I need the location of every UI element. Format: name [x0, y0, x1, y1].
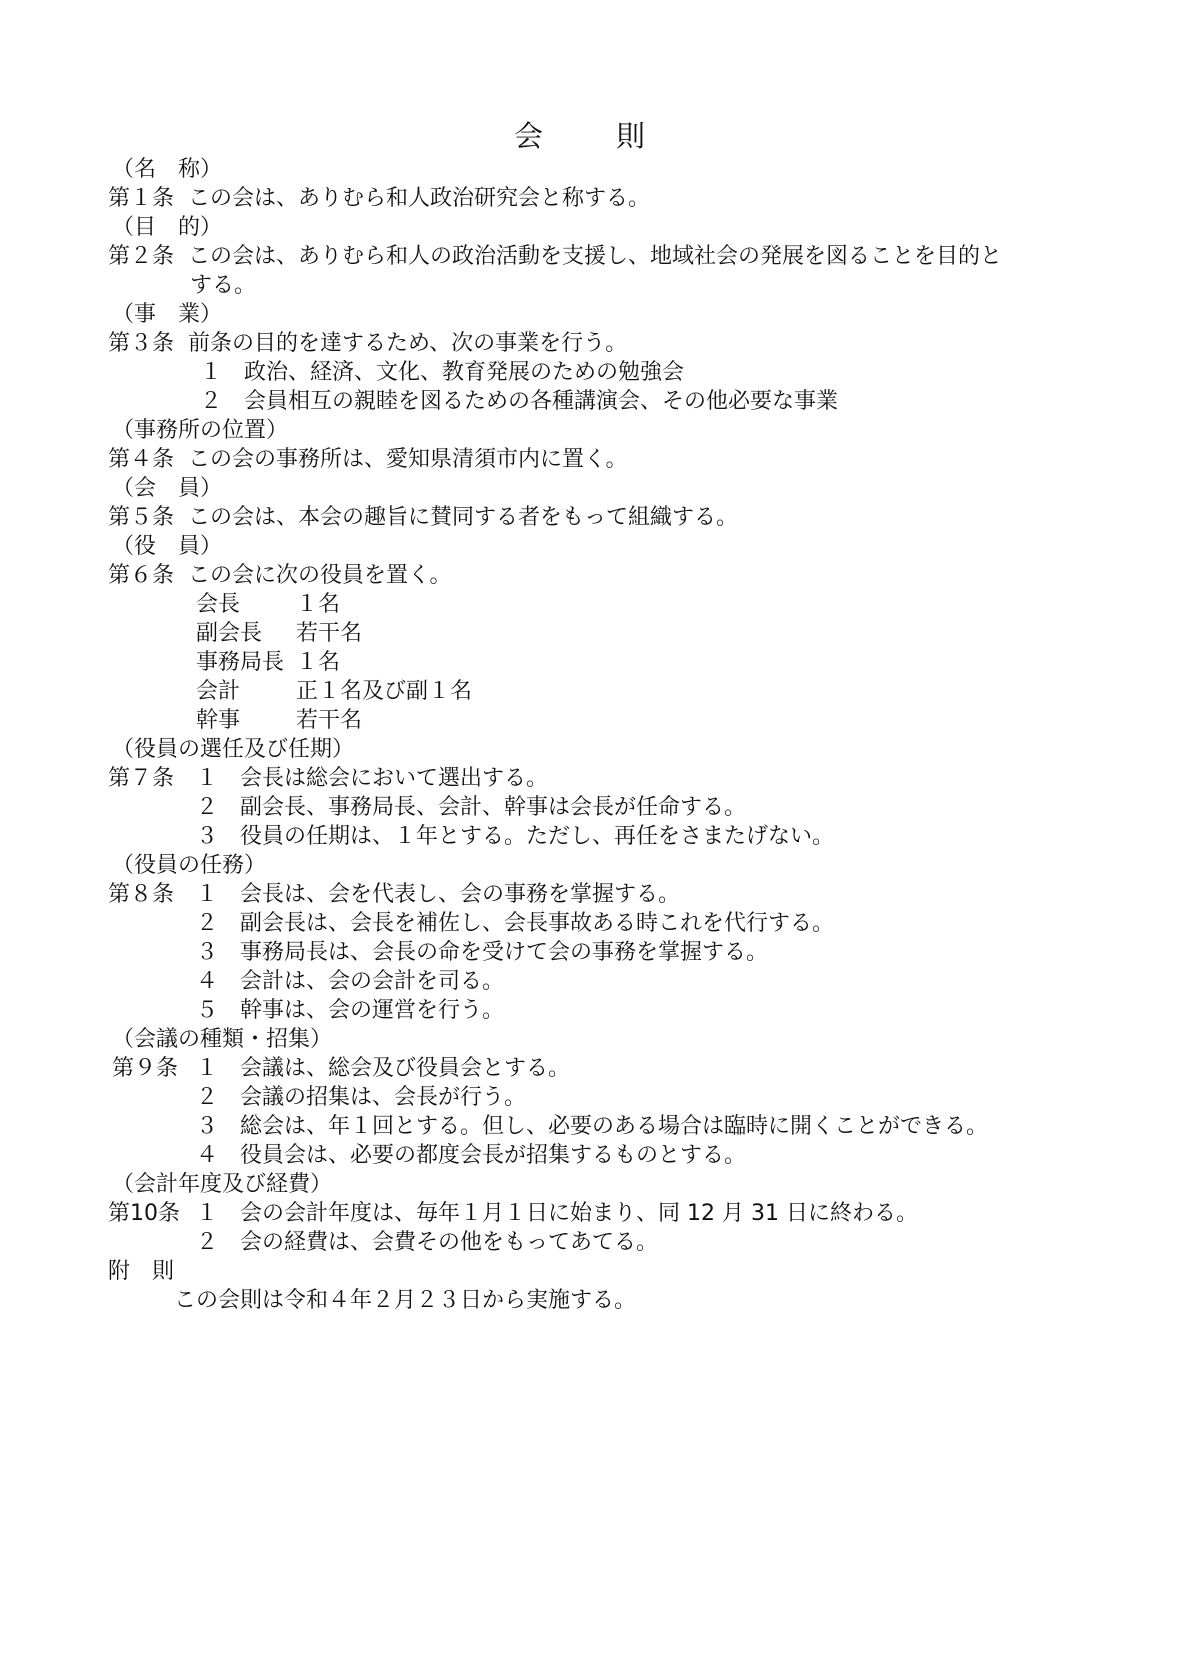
list-item: ４ 役員会は、必要の都度会長が招集するものとする。 [196, 1143, 747, 1168]
list-item: ２ 副会長は、会長を補佐し、会長事故ある時これを代行する。 [196, 911, 835, 936]
article-label: 第７条 [108, 766, 175, 791]
list-item: ５ 幹事は、会の運営を行う。 [196, 998, 505, 1023]
section-heading: （役員の任務） [112, 853, 267, 878]
page-title: 会 則 [513, 119, 667, 153]
officer-role: 副会長 [196, 621, 263, 646]
section-heading: （事務所の位置） [112, 418, 289, 443]
list-item: ２ 会の経費は、会費その他をもってあてる。 [196, 1230, 659, 1255]
article-label: 第４条 [108, 447, 175, 472]
article-text: この会の事務所は、愛知県清須市内に置く。 [188, 447, 628, 472]
list-item: ４ 会計は、会の会計を司る。 [196, 969, 505, 994]
article-text: 前条の目的を達するため、次の事業を行う。 [188, 331, 628, 356]
list-item: ２ 会員相互の親睦を図るための各種講演会、その他必要な事業 [200, 389, 839, 414]
article-label: 第２条 [108, 244, 175, 269]
section-heading: （会議の種類・招集） [112, 1027, 333, 1052]
section-heading: （事 業） [112, 302, 223, 327]
list-item: １ 会の会計年度は、毎年１月１日に始まり、同 12 月 31 日に終わる。 [196, 1201, 918, 1226]
section-heading: （目 的） [112, 215, 223, 240]
supplementary-heading: 附 則 [108, 1259, 175, 1284]
section-heading: （役 員） [112, 534, 223, 559]
officer-count: 正１名及び副１名 [296, 679, 473, 704]
article-label: 第５条 [108, 505, 175, 530]
officer-role: 幹事 [196, 708, 241, 733]
article-label: 第10条 [108, 1201, 180, 1226]
section-heading: （役員の選任及び任期） [112, 737, 355, 762]
list-item: １ 会長は、会を代表し、会の事務を掌握する。 [196, 882, 681, 907]
list-item: ３ 事務局長は、会長の命を受けて会の事務を掌握する。 [196, 940, 769, 965]
list-item: ３ 総会は、年１回とする。但し、必要のある場合は臨時に開くことができる。 [196, 1114, 989, 1139]
officer-count: 若干名 [296, 708, 363, 733]
section-heading: （会 員） [112, 476, 223, 501]
list-item: １ 政治、経済、文化、教育発展のための勉強会 [200, 360, 685, 385]
article-label: 第８条 [108, 882, 175, 907]
article-label: 第１条 [108, 186, 175, 211]
article-text-continuation: する。 [190, 273, 257, 298]
officer-count: 若干名 [296, 621, 363, 646]
officer-role: 事務局長 [196, 650, 285, 675]
officer-count: １名 [296, 650, 341, 675]
list-item: ３ 役員の任期は、１年とする。ただし、再任をさまたげない。 [196, 824, 835, 849]
officer-count: １名 [296, 592, 341, 617]
list-item: １ 会長は総会において選出する。 [196, 766, 549, 791]
section-heading: （名 称） [112, 157, 223, 182]
list-item: ２ 副会長、事務局長、会計、幹事は会長が任命する。 [196, 795, 747, 820]
article-text: この会は、ありむら和人政治研究会と称する。 [188, 186, 651, 211]
article-text: この会に次の役員を置く。 [188, 563, 452, 588]
article-label: 第３条 [108, 331, 175, 356]
list-item: １ 会議は、総会及び役員会とする。 [196, 1056, 571, 1081]
article-text: この会は、ありむら和人の政治活動を支援し、地域社会の発展を図ることを目的と [188, 244, 1003, 269]
article-text: この会は、本会の趣旨に賛同する者をもって組織する。 [188, 505, 739, 530]
article-label: 第６条 [108, 563, 175, 588]
officer-role: 会長 [196, 592, 241, 617]
officer-role: 会計 [196, 679, 241, 704]
list-item: ２ 会議の招集は、会長が行う。 [196, 1085, 527, 1110]
supplementary-text: この会則は令和４年２月２３日から実施する。 [174, 1288, 637, 1313]
article-label: 第９条 [112, 1056, 179, 1081]
section-heading: （会計年度及び経費） [112, 1172, 333, 1197]
